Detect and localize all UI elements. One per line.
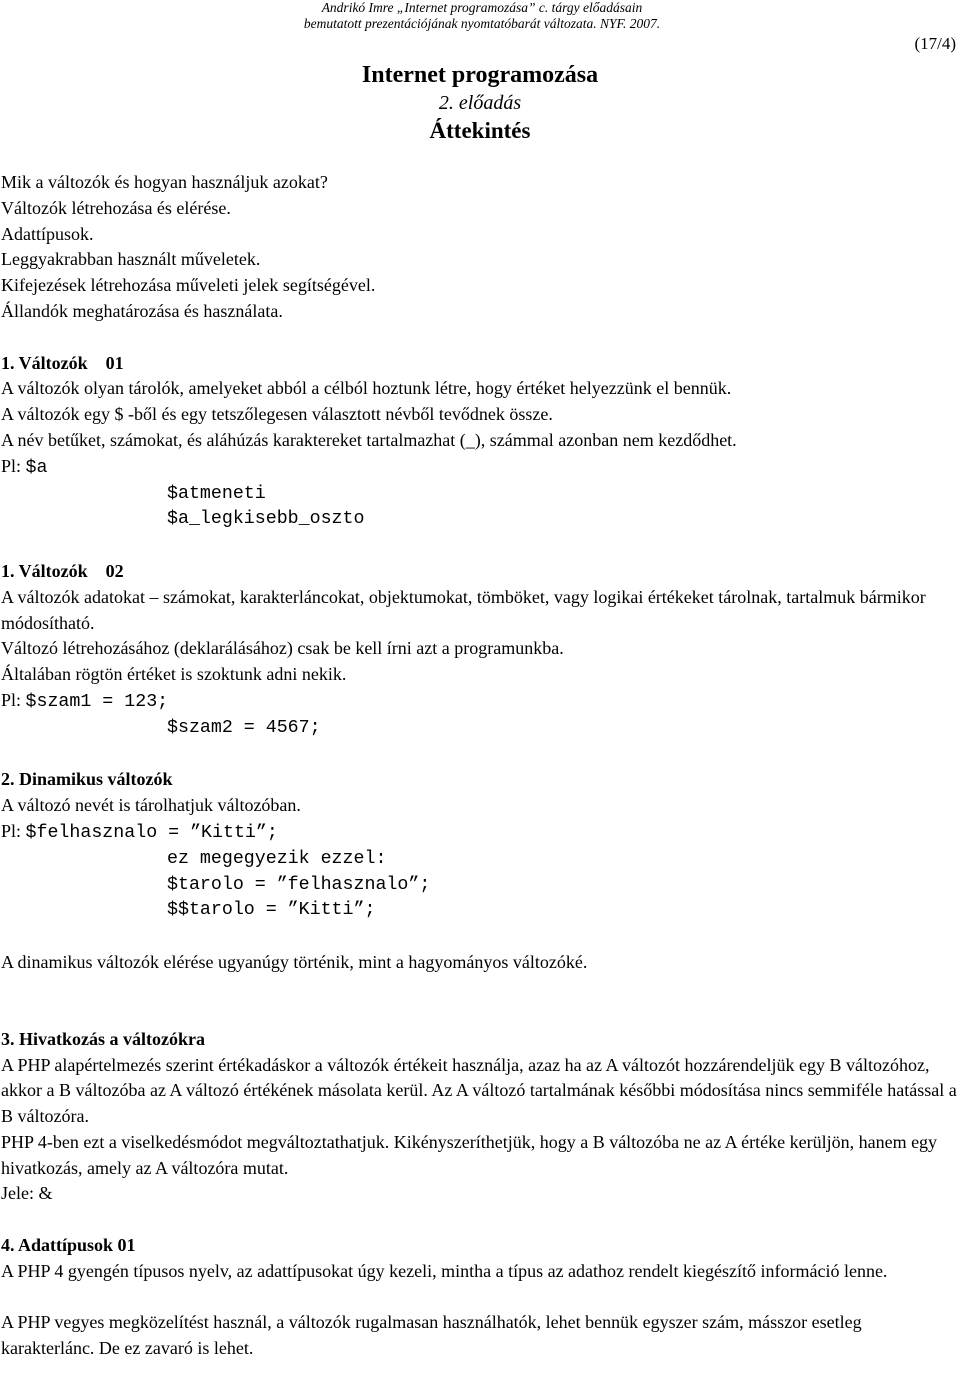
example-line [1,454,959,482]
example-label: Pl: [1,820,26,841]
paragraph: A dinamikus változók elérése ugyanúgy történik, mint a hagyományos változóké. [1,951,588,972]
section-heading: 1. Változók 01 [1,352,124,373]
section-heading: 3. Hivatkozás a változókra [1,1028,205,1049]
document-header [0,0,960,32]
page-number: (17/4) [914,34,956,53]
paragraph: A PHP vegyes megközelítést használ, a változók rugalmasan használhatók, lehet bennük egyszer szám, másszor esetleg karakterlánc. De ez zavaró is lehet. [1,1312,862,1359]
code-line: $tarolo = ”felhasznalo”; [167,874,431,895]
overview-item: Változók létrehozása és elérése. [1,197,231,218]
example-label: Pl: [1,689,26,710]
overview-item: Adattípusok. [1,223,94,244]
paragraph: A PHP alapértelmezés szerint értékadáskor a változók értékeit használja, azaz ha az A változót hozzárendeljük egy B változóhoz, akkor a B változóba az A változó értékének másolata kerül. Az A változó tartalmának későbbi módosítása nincs semmiféle hatással a B változóra. [1,1054,957,1127]
paragraph: A PHP 4 gyengén típusos nyelv, az adattípusokat úgy kezeli, mintha a típus az adathoz rendelt kiegészítő információ lenne. [1,1260,888,1281]
example-line [1,819,959,847]
code-line: ez megegyezik ezzel: [167,848,387,869]
overview-item: Kifejezések létrehozása műveleti jelek segítségével. [1,275,376,296]
paragraph: A változó nevét is tárolhatjuk változóban. [1,795,301,816]
overview-heading: Áttekintés [429,118,531,143]
code-line: $atmeneti [167,483,266,504]
paragraph: A változók egy $ -ből és egy tetszőlegesen választott névből tevődnek össze. [1,404,553,425]
paragraph: PHP 4-ben ezt a viselkedésmódot megváltoztathatjuk. Kikényszeríthetjük, hogy a B változóba ne az A értéke kerüljön, hanem egy hivatkozás, amely az A változóra mutat. [1,1131,938,1178]
title-block [0,60,960,146]
code-line: $$tarolo = ”Kitti”; [167,900,376,921]
section-heading: 1. Változók 02 [1,560,124,581]
code-line: $a [25,457,48,478]
overview-item: Mik a változók és hogyan használjuk azokat? [1,172,328,192]
overview-item: Leggyakrabban használt műveletek. [1,249,261,270]
overview-item: Állandók meghatározása és használata. [1,300,283,321]
code-line: $felhasznalo = ”Kitti”; [25,822,278,843]
lecture-number: 2. előadás [438,92,522,114]
example-label: Pl: [1,455,26,476]
paragraph: Jele: & [1,1183,53,1204]
section-heading: 4. Adattípusok 01 [1,1235,136,1256]
code-line: $szam2 = 4567; [167,717,321,738]
example-line [1,688,959,716]
paragraph: A változók adatokat – számokat, karakterláncokat, objektumokat, tömböket, vagy logikai értékeket tárolnak, tartalmuk bármikor módosítható. [1,586,926,633]
paragraph: Általában rögtön értéket is szoktunk adni nekik. [1,664,347,685]
paragraph: A név betűket, számokat, és aláhúzás karaktereket tartalmazhat (_), számmal azonban nem kezdődhet. [1,429,737,450]
header-line-1: Andrikó Imre „Internet programozása” c. tárgy előadásain [321,0,643,15]
code-line: $a_legkisebb_oszto [167,509,365,530]
document-body [1,170,959,1362]
paragraph: Változó létrehozásához (deklarálásához) csak be kell írni azt a programunkba. [1,638,564,659]
document-title: Internet programozása [361,62,599,88]
section-heading: 2. Dinamikus változók [1,769,173,790]
code-line: $szam1 = 123; [25,691,169,712]
paragraph: A változók olyan tárolók, amelyeket abból a célból hoztunk létre, hogy értéket helyezzünk el bennük. [1,378,732,399]
header-line-2: bemutatott prezentációjának nyomtatóbarát változata. NYF. 2007. [303,16,661,31]
